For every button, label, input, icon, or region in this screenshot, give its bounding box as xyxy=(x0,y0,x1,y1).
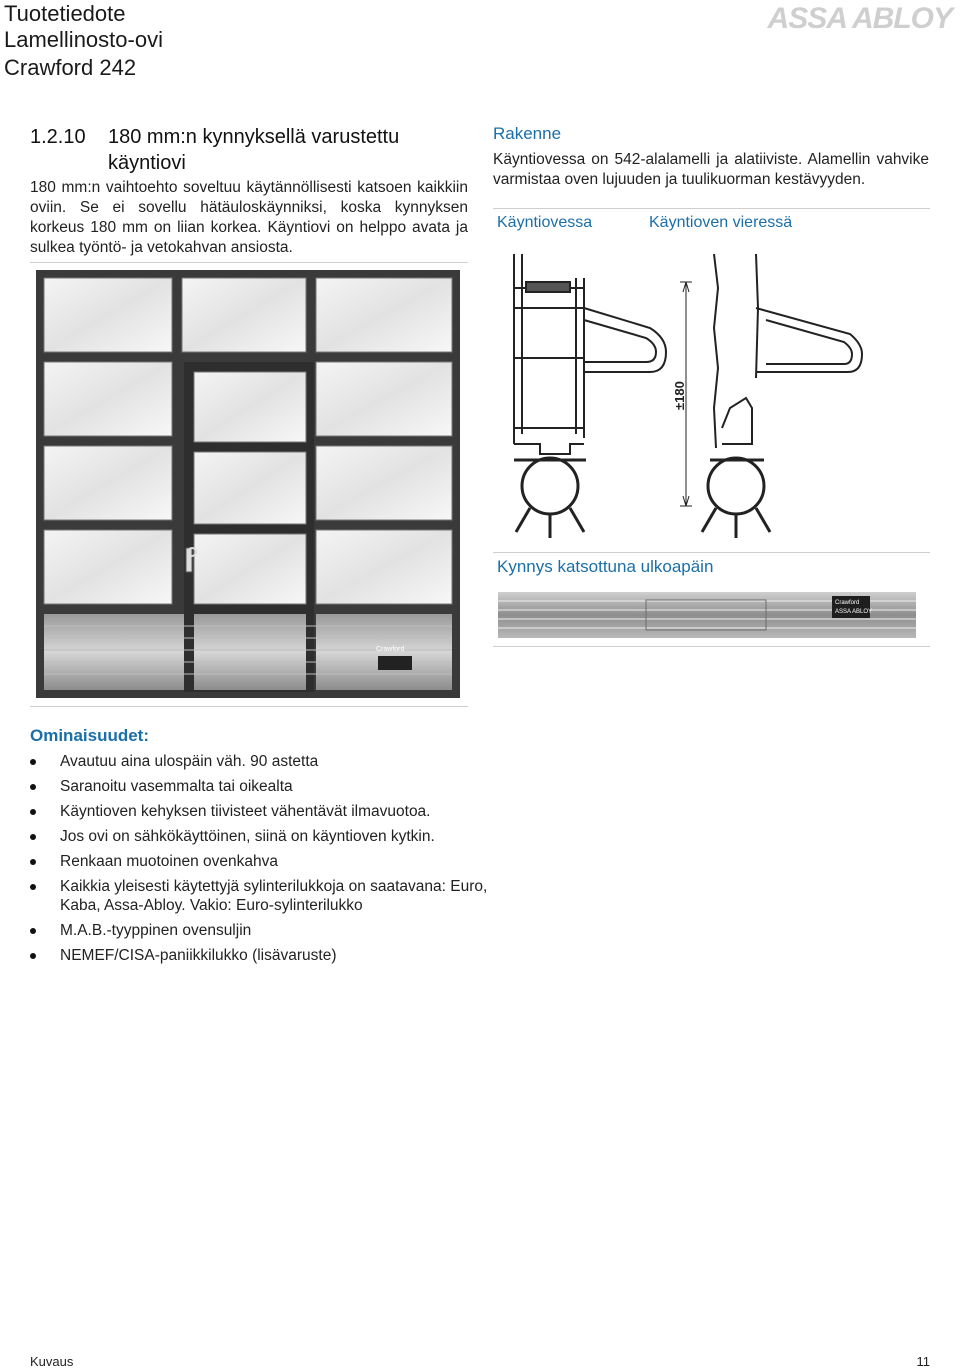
label-in-door: Käyntiovessa xyxy=(497,214,593,231)
bullet-icon xyxy=(30,953,36,959)
bullet-icon xyxy=(30,784,36,790)
threshold-title: Kynnys katsottuna ulkoapäin xyxy=(497,557,714,576)
section-heading xyxy=(30,124,399,176)
list-item xyxy=(30,921,500,940)
list-item-text: Jos ovi on sähkökäyttöinen, siinä on käyntioven kytkin. xyxy=(60,828,435,845)
section-number: 1.2.10 xyxy=(30,126,86,148)
list-item xyxy=(30,877,500,915)
bullet-icon xyxy=(30,809,36,815)
list-item xyxy=(30,802,500,821)
section-intro: 180 mm:n vaihtoehto soveltuu käytännöllisesti katsoen kaikkiin oviin. Se ei sovellu hätäuloskäynniksi, koska kynnyksen korkeus 180 mm on liian korkea. Käyntiovi on helppo avata ja sulkea työntö- ja vetokahvan ansiosta. xyxy=(30,179,468,256)
rakenne-text: Käyntiovessa on 542-alalamelli ja alatiiviste. Alamellin vahvike varmistaa oven lujuuden ja tuulikuorman kestävyyden. xyxy=(493,151,929,188)
door-logo-text: Crawford xyxy=(376,646,405,653)
rakenne-title: Rakenne xyxy=(493,124,562,143)
bullet-icon xyxy=(30,859,36,865)
footer-section: Kuvaus xyxy=(30,1354,74,1369)
list-item-text: M.A.B.-tyyppinen ovensuljin xyxy=(60,922,252,939)
bullet-icon xyxy=(30,759,36,765)
door-illustration xyxy=(36,270,460,698)
list-item-text: NEMEF/CISA-paniikkilukko (lisävaruste) xyxy=(60,947,337,964)
doc-type: Tuotetiedote xyxy=(4,1,126,26)
product-family: Lamellinosto-ovi xyxy=(4,27,163,52)
section-drawing xyxy=(500,248,890,548)
bullet-icon xyxy=(30,928,36,934)
dimension-label: ±180 xyxy=(672,381,687,410)
bullet-icon xyxy=(30,834,36,840)
bullet-icon xyxy=(30,884,36,890)
list-item xyxy=(30,946,500,965)
threshold-image xyxy=(498,592,916,638)
section-title-line1: 180 mm:n kynnyksellä varustettu xyxy=(108,126,400,148)
divider xyxy=(493,646,930,647)
list-item-text: Kaikkia yleisesti käytettyjä sylinterilukkoja on saatavana: Euro, Kaba, Assa-Abloy. Vakio: Euro-sylinterilukko xyxy=(60,878,488,914)
list-item xyxy=(30,827,500,846)
list-item xyxy=(30,852,500,871)
list-item-text: Avautuu aina ulospäin väh. 90 astetta xyxy=(60,753,319,770)
brand-logo: ASSA ABLOY xyxy=(767,2,952,35)
threshold-logo-line1: Crawford xyxy=(835,600,860,606)
list-item-text: Käyntioven kehyksen tiivisteet vähentävät ilmavuotoa. xyxy=(60,803,431,820)
divider xyxy=(493,208,930,209)
section-title-line2: käyntiovi xyxy=(108,152,186,174)
list-item-text: Saranoitu vasemmalta tai oikealta xyxy=(60,778,293,795)
label-beside-door: Käyntioven vieressä xyxy=(649,214,793,231)
threshold-logo-line2: ASSA ABLOY xyxy=(835,609,873,615)
divider xyxy=(493,552,930,553)
product-name: Crawford 242 xyxy=(4,55,137,80)
features-list xyxy=(30,752,500,971)
divider xyxy=(30,262,468,263)
features-title: Ominaisuudet: xyxy=(30,726,150,745)
list-item-text: Renkaan muotoinen ovenkahva xyxy=(60,853,279,870)
list-item xyxy=(30,752,500,771)
divider xyxy=(30,706,468,707)
list-item xyxy=(30,777,500,796)
page-number: 11 xyxy=(916,1354,930,1369)
